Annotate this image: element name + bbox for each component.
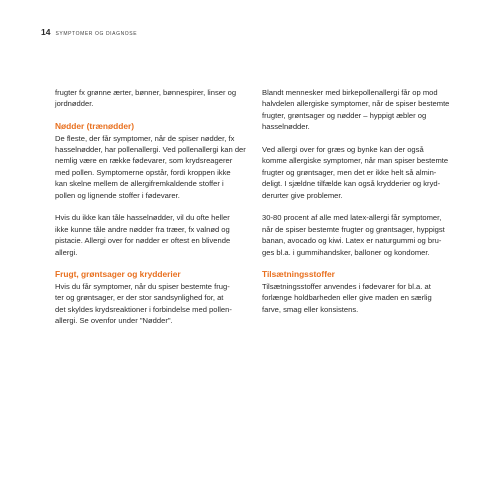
text-line: banan, avocado og kiwi. Latex er naturgummi og bru- xyxy=(262,236,442,246)
text-line: frugter, grøntsager og nødder – hyppigt æbler og xyxy=(262,110,427,120)
text-line: frugter og grøntsager, men det er ikke helt så almin- xyxy=(262,167,437,177)
paragraph xyxy=(262,144,452,201)
text-line: pistacie. Allergi over for nødder er oftest en blivende xyxy=(55,236,231,246)
text-line: allergi. xyxy=(55,247,78,257)
heading-nuts: Nødder (trænødder) xyxy=(55,121,135,132)
text-line: frugter fx grønne ærter, bønner, bønnespirer, linser og xyxy=(55,88,237,97)
heading-additives: Tilsætningsstoffer xyxy=(262,269,335,280)
paragraph xyxy=(55,133,245,201)
text-line: allergi. Se ovenfor under "Nødder". xyxy=(55,316,173,326)
paragraph xyxy=(55,212,245,258)
text-line: hasselnødder, har pollenallergi. Ved pollenallergi kan der xyxy=(55,145,246,155)
section-title: SYMPTOMER OG DIAGNOSE xyxy=(55,31,138,37)
text-line: ges bl.a. i gummihandsker, balloner og kondomer. xyxy=(262,247,430,257)
text-line: nemlig være en række fødevarer, som krydsreagerer xyxy=(55,156,233,166)
text-line: det skyldes krydsreaktioner i forbindelse med pollen- xyxy=(55,304,232,314)
text-line: ikke kunne tåle andre nødder fra træer, fx valnød og xyxy=(55,224,230,234)
text-line: kan skelne mellem de allergifremkaldende stoffer i xyxy=(55,179,224,189)
left-column xyxy=(55,87,245,338)
text-line: Tilsætningsstoffer anvendes i fødevarer for bl.a. at xyxy=(262,281,431,291)
text-line: deligt. I sjældne tilfælde kan også krydderier og kryd- xyxy=(262,179,441,189)
paragraph xyxy=(262,281,452,315)
text-line: Hvis du får symptomer, når du spiser bestemte frug- xyxy=(55,281,230,291)
heading-fruit-vegetables-spices: Frugt, grøntsager og krydderier xyxy=(55,269,181,280)
text-line: med pollen. Symptomerne opstår, fordi kroppen ikke xyxy=(55,167,231,177)
paragraph xyxy=(262,212,452,258)
page-header xyxy=(41,27,137,37)
paragraph xyxy=(262,87,452,133)
text-line: De fleste, der får symptomer, når de spiser nødder, fx xyxy=(55,133,235,143)
text-line: hasselnødder. xyxy=(262,122,310,132)
text-line: 30-80 procent af alle med latex-allergi får symptomer, xyxy=(262,213,442,223)
text-line: derurter give problemer. xyxy=(262,190,343,200)
text-line: halvdelen allergiske symptomer, når de spiser bestemte xyxy=(262,99,450,109)
text-line: når de spiser bestemte frugter og grøntsager, hyppigst xyxy=(262,224,445,234)
paragraph xyxy=(55,87,245,110)
text-line: farve, smag eller konsistens. xyxy=(262,304,359,314)
text-line: Hvis du ikke kan tåle hasselnødder, vil du ofte heller xyxy=(55,213,230,223)
text-line: pollen og lignende stoffer i fødevarer. xyxy=(55,190,180,200)
right-column xyxy=(262,87,452,326)
text-line: Blandt mennesker med birkepollenallergi får op mod xyxy=(262,88,438,97)
paragraph xyxy=(55,281,245,327)
text-line: komme allergiske symptomer, når man spiser bestemte xyxy=(262,156,449,166)
text-line: ter og grøntsager, er der stor sandsynlighed for, at xyxy=(55,293,224,303)
page-number: 14 xyxy=(41,27,51,37)
text-line: forlænge holdbarheden eller give maden en særlig xyxy=(262,293,432,303)
text-line: Ved allergi over for græs og bynke kan der også xyxy=(262,145,424,155)
text-line: jordnødder. xyxy=(55,99,94,109)
